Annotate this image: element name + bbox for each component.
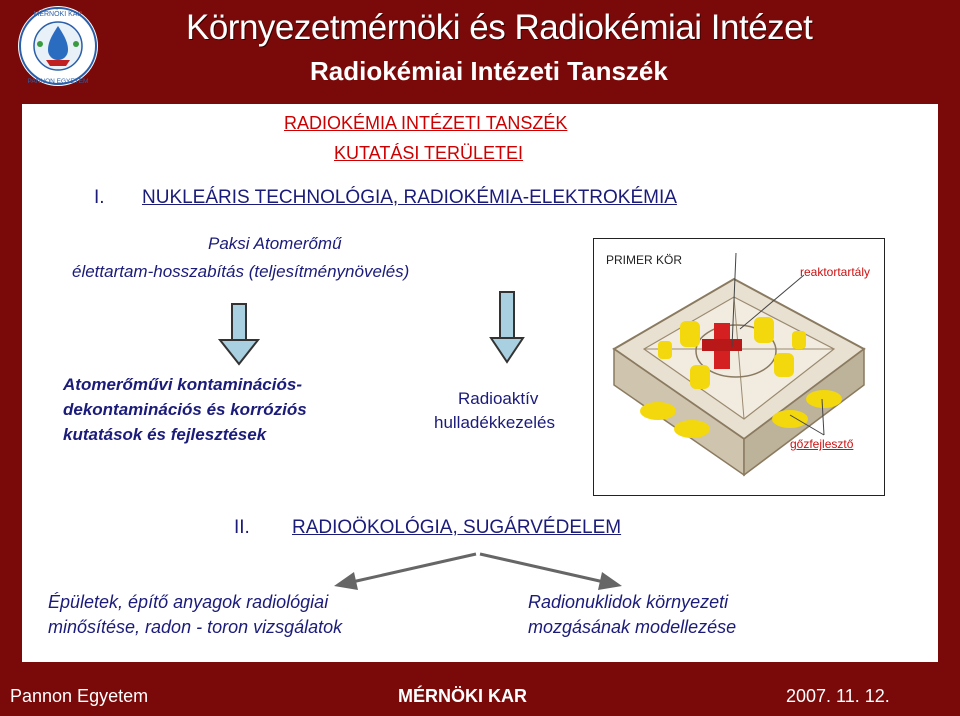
contamination-line-1: Atomerőművi kontaminációs-	[63, 375, 302, 394]
label-primer-kor: PRIMER KÖR	[606, 253, 683, 267]
paks-line-2: élettartam-hosszabítás (teljesítménynövelés)	[72, 262, 410, 281]
slide-title: Környezetmérnöki és Radiokémiai Intézet	[186, 8, 813, 47]
section-1-number: I.	[94, 187, 105, 208]
label-reaktortartaly: reaktortartály	[800, 265, 871, 279]
slide-subtitle: Radiokémiai Intézeti Tanszék	[310, 56, 668, 86]
university-logo	[16, 4, 100, 88]
heading-line-1: RADIOKÉMIA INTÉZETI TANSZÉK	[284, 113, 568, 133]
buildings-line-2: minősítése, radon - toron vizsgálatok	[48, 617, 343, 637]
arrow-down-right-icon	[488, 290, 526, 364]
radionuclide-line-2: mozgásának modellezése	[528, 617, 737, 637]
svg-text:PANNON EGYETEM: PANNON EGYETEM	[27, 78, 89, 85]
buildings-line-1: Épületek, építő anyagok radiológiai	[48, 592, 329, 612]
contamination-line-3: kutatások és fejlesztések	[63, 425, 267, 444]
waste-line-2: hulladékkezelés	[434, 413, 555, 432]
logo-seal-icon	[16, 4, 100, 88]
section-2-title: RADIOÖKOLÓGIA, SUGÁRVÉDELEM	[292, 517, 622, 538]
footer-university: Pannon Egyetem	[10, 686, 149, 706]
section-2-number: II.	[234, 517, 250, 538]
paks-line-1: Paksi Atomerőmű	[208, 234, 342, 253]
footer-date: 2007. 11. 12.	[786, 686, 890, 706]
arrow-right-icon	[476, 550, 626, 592]
waste-line-1: Radioaktív	[458, 389, 539, 408]
footer-faculty: MÉRNÖKI KAR	[398, 686, 527, 706]
arrow-down-left-icon	[216, 302, 262, 366]
section-1-title: NUKLEÁRIS TECHNOLÓGIA, RADIOKÉMIA-ELEKTROKÉMIA	[142, 187, 677, 208]
arrow-left-icon	[330, 550, 480, 592]
radionuclide-line-1: Radionuklidok környezeti	[528, 592, 729, 612]
contamination-line-2: dekontaminációs és korróziós	[63, 400, 307, 419]
heading-line-2: KUTATÁSI TERÜLETEI	[334, 143, 524, 163]
label-gozfejleszto: gőzfejlesztő	[790, 437, 854, 451]
svg-text:MÉRNÖKI KAR: MÉRNÖKI KAR	[33, 11, 83, 18]
reactor-diagram	[593, 238, 885, 496]
